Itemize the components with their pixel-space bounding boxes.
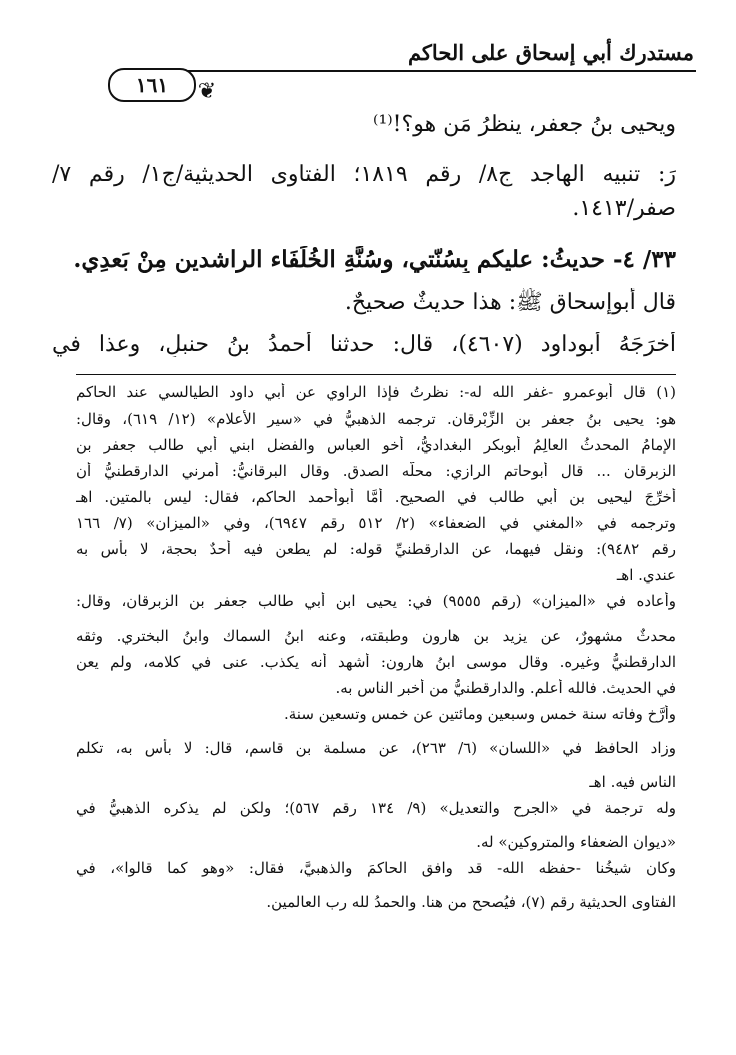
footnote-line: وله ترجمة في «الجرح والتعديل» (٩/ ١٣٤ رقم ٥٦٧)؛ ولكن لم يذكره الذهبيُّ في (76, 799, 676, 817)
footnote-line: (١) قال أبوعمرو -غفر الله له-: نظرتُ فإذا الراوي عن أبي داود الطيالسي عند الحاكم (76, 383, 676, 401)
running-header-title: مستدرك أبي إسحاق على الحاكم (407, 40, 694, 65)
footnote-line: وأعاده في «الميزان» (رقم ٩٥٥٥) في: يحيى ابن أبي طالب جعفر بن الزبرقان، وقال: (76, 592, 676, 610)
footnote-line: أخرِّجَ ليحيى بن أبي طالب في الصحيح. أمَّا أبوأحمد الحاكم، فقال: ليس بالمتين. اهـ (76, 488, 676, 506)
footnote-line: في الحديث. فالله أعلم. والدارقطنيُّ من أخبر الناس به. (335, 679, 676, 697)
footnote-line: وترجمه في «المغني في الضعفاء» (٢/ ٥١٢ رقم ٦٩٤٧)، وفي «الميزان» (٧/ ١٦٦ (76, 514, 676, 532)
footnote-line: «ديوان الضعفاء والمتروكين» له. (476, 833, 676, 851)
footnote-line: هو: يحيى بنُ جعفر بن الزِّبْرِقان. ترجمه الذهبيُّ في «سير الأعلام» (١٢/ ٦١٩)، وقال: (76, 410, 676, 428)
main-line-2: رَ: تنبيه الهاجد ج٨/ رقم ١٨١٩؛ الفتاوى الحديثية/ج١/ رقم ٧/ (52, 162, 676, 187)
header-rule (120, 70, 696, 72)
footnote-separator (76, 374, 676, 375)
footnote-line: محدثٌ مشهورٌ، عن يزيد بن هارون وطبقته، وعنه ابنُ السماك وابنُ البختري. وثقه (76, 627, 676, 645)
page-number-badge: ١٦١ (108, 68, 196, 102)
main-line-5: قال أبوإسحاق ﷺ: هذا حديثٌ صحيحٌ. (344, 290, 676, 315)
main-line-3: صفر/١٤١٣. (572, 196, 676, 221)
footnote-line: الزبرقان ... قال أبوحاتم الرازي: محلُّه الصدق. وقال البرقانيُّ: أمرني الدارقطنيُّ أن (76, 462, 676, 480)
main-line-6: أخرَجَهُ أبوداود (٤٦٠٧)، قال: حدثنا أحمدُ بنُ حنبلٍ، وعذا في (52, 332, 676, 357)
footnote-line: الدارقطنيُّ وغيره. وقال موسى ابنُ هارون: أشهد أنه يكذب. عنى في كلامه، ولم يعنِ (76, 653, 676, 671)
footnote-line: الناس فيه. اهـ (589, 773, 676, 791)
footnote-line: وأرَّخ وفاته سنة خمس وسبعين ومائتين عن خمس وتسعين سنة. (284, 705, 676, 723)
ornament-icon: ❦ (197, 79, 217, 104)
footnote-line: وكان شيخُنا -حفظه الله- قد وافق الحاكمَ والذهبيَّ، فقال: «وهو كما قالوا»، في (76, 859, 676, 877)
footnote-line: الفتاوى الحديثية رقم (٧)، فيُصحح من هنا. والحمدُ لله رب العالمين. (266, 893, 676, 911)
footnote-line: الإمامُ المحدثُ العالِمُ أبوبكر البغداديُّ، أخو العباس والفضل ابني أبي طالب جعفر بن (76, 436, 676, 454)
footnote-line: وزاد الحافظ في «اللسان» (٦/ ٢٦٣)، عن مسلمة بن قاسم، قال: لا بأس به، تكلم (76, 739, 676, 757)
main-line-1: ويحيى بنُ جعفر، ينظرُ مَن هو؟!⁽¹⁾ (373, 112, 676, 137)
hadith-heading: ٣٣/ ٤- حديثُ: عليكم بِسُنّتي، وسُنَّةِ الخُلَفَاء الراشدين مِنْ بَعدِي. (73, 246, 676, 273)
footnote-line: رقم ٩٤٨٢): ونقل فيهما، عن الدارقطنيِّ قوله: لم يطعن فيه أحدٌ بحجة، لا بأس به (76, 540, 676, 558)
footnote-line: عندي. اهـ (616, 566, 676, 584)
